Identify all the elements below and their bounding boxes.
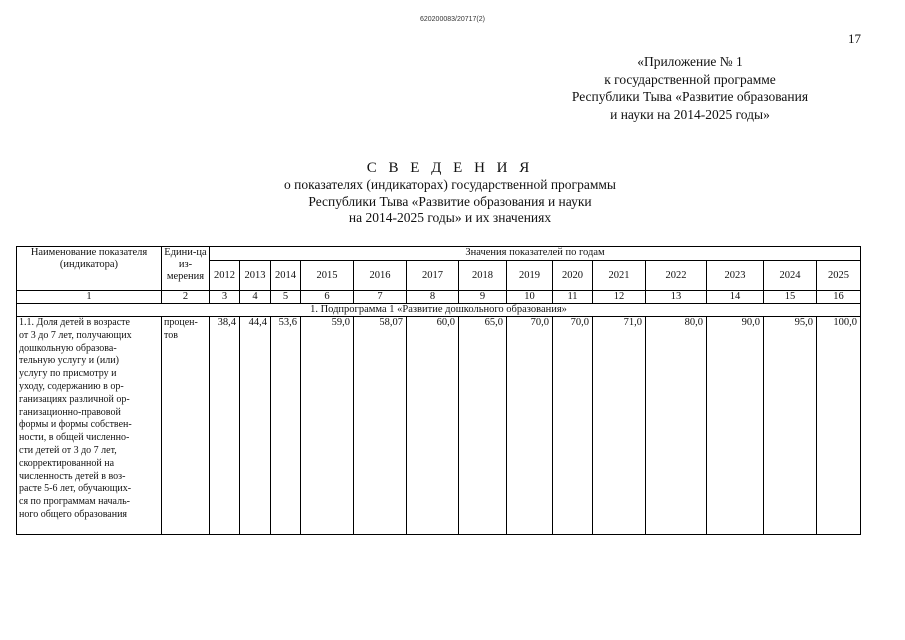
subtitle-line: Республики Тыва «Развитие образования и науки (308, 193, 592, 209)
unit-cell (162, 317, 210, 535)
column-numbers-row (17, 291, 861, 304)
year-header-2021: 2021 (593, 261, 646, 291)
indicator-name-cell (17, 317, 162, 535)
year-header-2020: 2020 (553, 261, 593, 291)
year-header-2022: 2022 (646, 261, 707, 291)
page-number: 17 (848, 31, 861, 46)
indicator-name-line: 1.1. Доля детей в возрасте (19, 317, 130, 328)
header-values-by-year: Значения показателей по годам (210, 247, 861, 261)
value-cell-2013: 44,4 (240, 317, 271, 535)
column-number: 6 (301, 291, 354, 304)
value-cell-2021: 71,0 (593, 317, 646, 535)
year-header-2019: 2019 (507, 261, 553, 291)
indicator-name-line: от 3 до 7 лет, получающих (19, 329, 132, 341)
indicator-name-line: скорректированной на (19, 457, 115, 469)
indicator-name-line: ся по программам началь- (19, 496, 130, 508)
year-header-2016: 2016 (354, 261, 407, 291)
appendix-header (520, 53, 860, 123)
appendix-line: «Приложение № 1 (637, 54, 743, 69)
appendix-line: Республики Тыва «Развитие образования (571, 89, 809, 104)
year-header-2018: 2018 (459, 261, 507, 291)
indicator-name-line: численность детей в воз- (19, 470, 126, 482)
value-cell-2016: 58,07 (354, 317, 407, 535)
unit-line: тов (164, 329, 178, 341)
header-indicator-name: Наименование показателя (индикатора) (17, 247, 162, 291)
document-code: 620200083/20717(2) (419, 16, 485, 23)
subtitle-line: на 2014-2025 годы» и их значениях (348, 210, 552, 225)
indicator-name-line: ганизациях различной ор- (19, 393, 130, 405)
indicator-name-line: формы и формы собствен- (19, 419, 132, 431)
subtitle-line: о показателях (индикаторах) государственной программы (283, 177, 616, 192)
column-number: 5 (271, 291, 301, 304)
year-header-2024: 2024 (764, 261, 817, 291)
column-number: 16 (817, 291, 861, 304)
column-number: 1 (17, 291, 162, 304)
indicator-name-line: уходу, содержанию в ор- (19, 380, 124, 392)
value-cell-2012: 38,4 (210, 317, 240, 535)
column-number: 9 (459, 291, 507, 304)
value-cell-2020: 70,0 (553, 317, 593, 535)
indicator-name-line: дошкольную образова- (19, 342, 117, 354)
indicator-name-line: сти детей от 3 до 7 лет, (19, 444, 117, 456)
appendix-line: и науки на 2014-2025 годы» (610, 106, 770, 122)
indicator-name-line: тельную услугу и (или) (19, 355, 119, 367)
appendix-line: к государственной программе (604, 71, 776, 87)
indicator-name-line: расте 5-6 лет, обучающих- (19, 483, 132, 495)
indicators-table (16, 246, 861, 535)
header-unit: Едини-ца из-мерения (162, 247, 210, 291)
value-cell-2022: 80,0 (646, 317, 707, 535)
column-number: 11 (553, 291, 593, 304)
year-header-2013: 2013 (240, 261, 271, 291)
value-cell-2024: 95,0 (764, 317, 817, 535)
indicator-name-line: ного общего образования (19, 508, 128, 520)
year-header-2017: 2017 (407, 261, 459, 291)
column-number: 14 (707, 291, 764, 304)
unit-line: процен- (164, 317, 198, 328)
year-header-2023: 2023 (707, 261, 764, 291)
column-number: 12 (593, 291, 646, 304)
section-heading: 1. Подпрограмма 1 «Развитие дошкольного образования» (17, 304, 861, 317)
value-cell-2018: 65,0 (459, 317, 507, 535)
year-header-2012: 2012 (210, 261, 240, 291)
indicator-name-line: ности, в общей численно- (19, 432, 130, 444)
column-number: 2 (162, 291, 210, 304)
column-number: 3 (210, 291, 240, 304)
year-header-2015: 2015 (301, 261, 354, 291)
document-title-block (200, 159, 700, 227)
column-number: 4 (240, 291, 271, 304)
value-cell-2015: 59,0 (301, 317, 354, 535)
indicator-name-line: ганизационно-правовой (19, 406, 121, 418)
value-cell-2017: 60,0 (407, 317, 459, 535)
year-header-2014: 2014 (271, 261, 301, 291)
value-cell-2014: 53,6 (271, 317, 301, 535)
value-cell-2019: 70,0 (507, 317, 553, 535)
table-row (17, 317, 861, 535)
column-number: 8 (407, 291, 459, 304)
column-number: 15 (764, 291, 817, 304)
column-number: 10 (507, 291, 553, 304)
column-number: 13 (646, 291, 707, 304)
year-header-2025: 2025 (817, 261, 861, 291)
document-title: С В Е Д Е Н И Я (366, 160, 534, 176)
column-number: 7 (354, 291, 407, 304)
value-cell-2023: 90,0 (707, 317, 764, 535)
value-cell-2025: 100,0 (817, 317, 861, 535)
indicator-name-line: услугу по присмотру и (19, 368, 117, 380)
